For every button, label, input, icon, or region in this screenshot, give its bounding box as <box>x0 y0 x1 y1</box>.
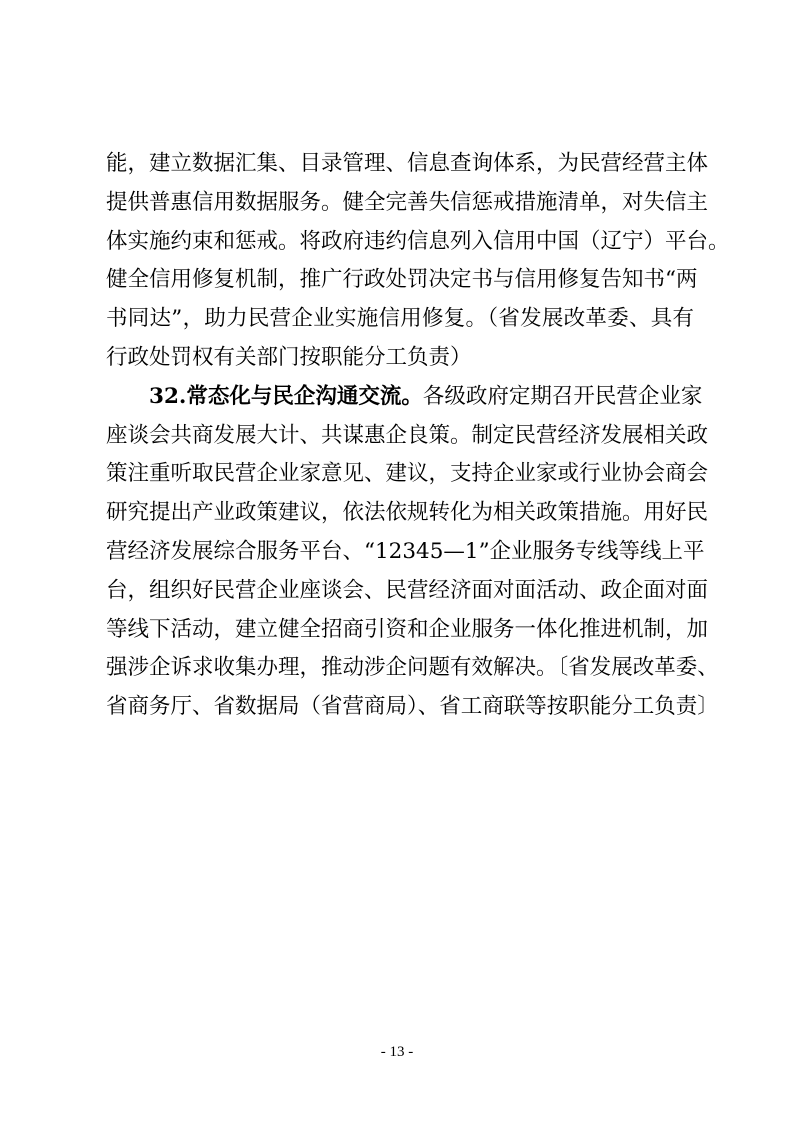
paragraph-first-line <box>106 378 703 417</box>
document-body <box>106 145 730 727</box>
text-line: 强涉企诉求收集办理，推动涉企问题有效解决。〔省发展改革委、 <box>106 655 719 681</box>
paragraph-communication <box>106 378 719 727</box>
text-line: 策注重听取民营企业家意见、建议，支持企业家或行业协会商会 <box>106 461 709 487</box>
paragraph-credit-repair <box>106 145 730 378</box>
text-line: 能，建立数据汇集、目录管理、信息查询体系，为民营经营主体 <box>106 151 709 176</box>
item-heading: 32.常态化与民企沟通交流。 <box>149 383 423 409</box>
text-line: 座谈会共商发展大计、共谋惠企良策。制定民营经济发展相关政 <box>106 422 709 448</box>
text-line: 台，组织好民营企业座谈会、民营经济面对面活动、政企面对面 <box>106 577 709 603</box>
text-line: 营经济发展综合服务平台、“12345—1”企业服务专线等线上平 <box>106 538 705 564</box>
text-line: 等线下活动，建立健全招商引资和企业服务一体化推进机制，加 <box>106 616 709 642</box>
text-line: 书同达”，助力民营企业实施信用修复。（省发展改革委、具有 <box>106 306 694 332</box>
page-number: - 13 - <box>380 1044 414 1060</box>
text-fragment: 各级政府定期召开民营企业家 <box>422 383 703 409</box>
text-line: 省商务厅、省数据局（省营商局）、省工商联等按职能分工负责〕 <box>106 694 719 720</box>
text-line: 体实施约束和惩戒。将政府违约信息列入信用中国（辽宁）平台。 <box>106 228 730 254</box>
text-line: 健全信用修复机制，推广行政处罚决定书与信用修复告知书“两 <box>106 267 698 293</box>
text-line: 行政处罚权有关部门按职能分工负责） <box>106 344 472 370</box>
text-line: 研究提出产业政策建议，依法依规转化为相关政策措施。用好民 <box>106 500 709 526</box>
text-line: 提供普惠信用数据服务。健全完善失信惩戒措施清单，对失信主 <box>106 189 709 215</box>
